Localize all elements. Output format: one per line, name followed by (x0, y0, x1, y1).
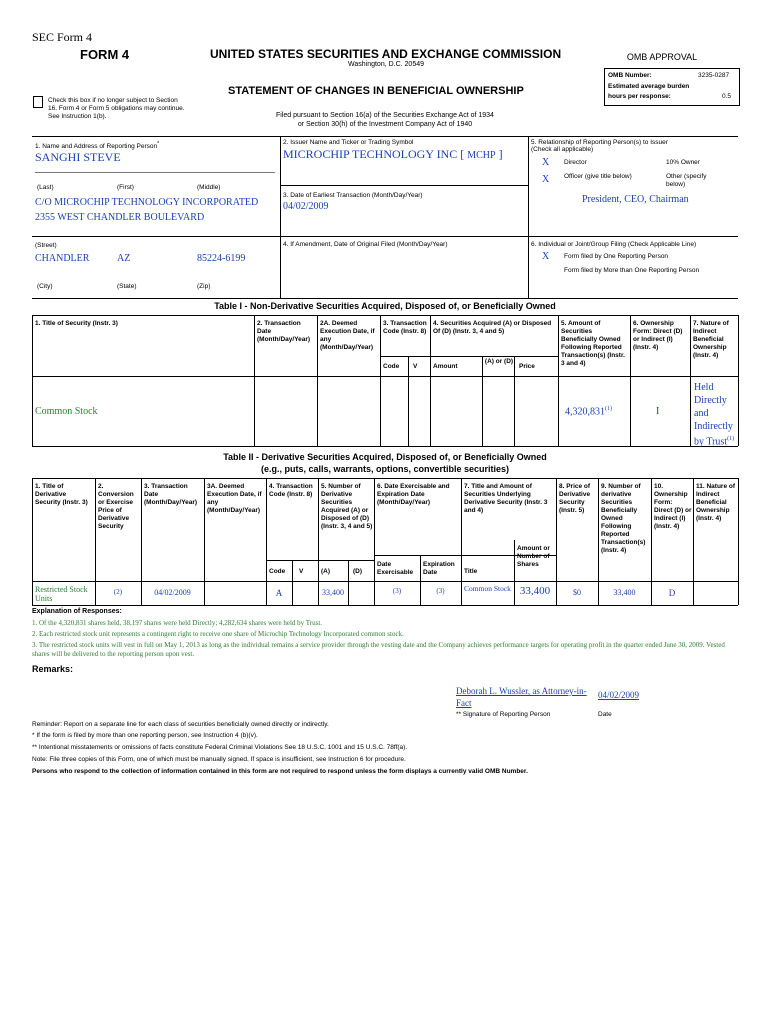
more-reporting-persons-label: Form filed by More than One Reporting Person (564, 267, 700, 274)
t1-h2: 2. Transaction Date (Month/Day/Year) (257, 320, 311, 343)
one-reporting-person-label: Form filed by One Reporting Person (564, 253, 669, 260)
t2-h7: 7. Title and Amount of Securities Underlying Derivative Security (Instr. 3 and 4) (464, 483, 548, 514)
t1-h5: 5. Amount of Securities Beneficially Owned Following Reported Transaction(s) (Instr. 3 and 4) (561, 320, 625, 367)
last-label: (Last) (37, 184, 54, 191)
middle-label: (Middle) (197, 184, 221, 191)
address-line-1: C/O MICROCHIP TECHNOLOGY INCORPORATED (35, 197, 259, 208)
t2-row-title: Common Stock (464, 584, 511, 593)
t2-amount-col: Amount or Number of Shares (517, 545, 550, 568)
box5-label: 5. Relationship of Reporting Person(s) to Issuer (531, 139, 668, 146)
box6-label: 6. Individual or Joint/Group Filing (Check Applicable Line) (531, 241, 697, 248)
t1-row-amount-owned: 4,320,831$^{(1)}$ (565, 406, 612, 418)
form-label: SEC Form 4 (32, 30, 93, 44)
box2-label: 2. Issuer Name and Ticker or Trading Symbol (283, 139, 414, 146)
signature-name: Deborah L. Wussler, as Attorney-in-Fact (456, 686, 587, 708)
box4-label: 4. If Amendment, Date of Original Filed (Month/Day/Year) (283, 241, 448, 248)
t2-h4: 4. Transaction Code (Instr. 8) (269, 483, 313, 498)
t2-row-conv: (2) (113, 588, 123, 596)
omb-hours: 0.5 (722, 93, 732, 100)
t2-h2: 2. Conversion or Exercise Price of Derivative Security (98, 483, 134, 530)
t1-row-nature: Held Directly and Indirectly by Trust$^{(1)}$ (694, 382, 735, 448)
omb-hours-label: hours per response: (608, 93, 671, 100)
footnote-3: 3. The restricted stock units will vest in full on May 1, 2013 as long as the individual remains a service provider through the vesting date and the Company achieves performance targets for operating profit in the quarter ended June 30, 2009. Vested shares will be delivered to the reporting person upon vest. (32, 641, 725, 658)
t1-v: V (413, 363, 418, 370)
officer-checkmark[interactable]: X (542, 174, 550, 185)
zip-value: 85224-6199 (197, 253, 246, 264)
t2-row-date-ex: (3) (392, 587, 402, 595)
footnote-2: 2. Each restricted stock unit represents a contingent right to receive one share of Microchip Technology Incorporated common stock. (32, 630, 404, 638)
note-misstatements: ** Intentional misstatements or omissions of facts constitute Federal Criminal Violations See 18 U.S.C. 1001 and 15 U.S.C. 78ff(a). (32, 744, 408, 751)
street-label: (Street) (35, 242, 57, 249)
t2-h6: 6. Date Exercisable and Expiration Date (Month/Day/Year) (377, 483, 450, 506)
city-label: (City) (37, 283, 53, 290)
t2-row-code: A (275, 588, 283, 598)
t1-price: Price (519, 363, 535, 370)
t2-row-owned: 33,400 (613, 588, 636, 597)
one-person-checkmark[interactable]: X (542, 251, 550, 262)
t1-h4: 4. Securities Acquired (A) or Disposed Of (D) (Instr. 3, 4 and 5) (433, 320, 552, 335)
address-line-2: 2355 WEST CHANDLER BOULEVARD (35, 212, 205, 223)
t2-h5: 5. Number of Derivative Securities Acquired (A) or Disposed of (D) (Instr. 3, 4 and 5) (321, 483, 373, 530)
t2-h9: 9. Number of derivative Securities Beneficially Owned Following Reported Transaction(s) (Instr. 4) (601, 483, 646, 554)
t2-row-form: D (668, 588, 676, 598)
filed-pursuant-2: or Section 30(h) of the Investment Company Act of 1940 (297, 121, 473, 128)
t2-h3: 3. Transaction Date (Month/Day/Year) (144, 483, 198, 506)
t1-h3: 3. Transaction Code (Instr. 8) (383, 320, 427, 335)
city-value: CHANDLER (35, 253, 90, 264)
signature-label: ** Signature of Reporting Person (456, 711, 551, 718)
table2-title: Table II - Derivative Securities Acquired, Disposed of, or Beneficially Owned (223, 452, 547, 462)
note-multiple-filers: * If the form is filed by more than one reporting person, see Instruction 4 (b)(v). (32, 732, 258, 739)
officer-title: President, CEO, Chairman (582, 194, 689, 205)
zip-label: (Zip) (197, 283, 211, 290)
t1-amount: Amount (433, 363, 458, 370)
t2-title-col: Title (464, 568, 478, 575)
t2-h8: 8. Price of Derivative Security (Instr. 5) (559, 483, 591, 514)
t1-aord: (A) or (D) (484, 358, 514, 365)
state-value: AZ (117, 253, 131, 264)
omb-number-label: OMB Number: (608, 72, 652, 79)
issuer-name: MICROCHIP TECHNOLOGY INC [ MCHP ] (283, 147, 503, 161)
signature-date: 04/02/2009 (598, 690, 640, 700)
t1-h1: 1. Title of Security (Instr. 3) (35, 320, 118, 327)
remarks-title: Remarks: (32, 664, 74, 674)
reporting-person-name: SANGHI STEVE (35, 150, 121, 164)
director-label: Director (564, 159, 587, 166)
checkbox-text: Check this box if no longer subject to Section 16. Form 4 or Form 5 obligations may continue. See Instruction 1(b). (48, 97, 185, 120)
t2-row-a: 33,400 (322, 588, 344, 597)
explanation-title: Explanation of Responses: (32, 608, 122, 615)
t2-v: V (299, 568, 304, 575)
t2-row-exp: (3) (436, 587, 445, 595)
filed-pursuant: Filed pursuant to Section 16(a) of the Securities Exchange Act of 1934 (276, 112, 494, 119)
table1-title: Table I - Non-Derivative Securities Acquired, Disposed of, or Beneficially Owned (214, 301, 556, 311)
no-longer-subject-checkbox[interactable] (33, 96, 43, 108)
box1-label: 1. Name and Address of Reporting Person* (35, 141, 160, 151)
t2-a: (A) (321, 568, 331, 575)
earliest-transaction-date: 04/02/2009 (283, 201, 329, 212)
t1-h7: 7. Nature of Indirect Beneficial Ownership (Instr. 4) (693, 320, 729, 359)
omb-number: 3235-0287 (698, 72, 730, 79)
t2-h11: 11. Nature of Indirect Beneficial Ownership (Instr. 4) (696, 483, 736, 522)
omb-approval-title: OMB APPROVAL (626, 52, 698, 62)
omb-burden-label: Estimated average burden (608, 83, 690, 90)
footnote-1: 1. Of the 4,320,831 shares held, 38,197 shares were held Directly; 4,282,634 shares were held by Trust. (32, 619, 323, 627)
state-label: (State) (117, 283, 137, 290)
t2-h3a: 3A. Deemed Execution Date, if any (Month/Day/Year) (207, 483, 262, 514)
t2-date-exercisable: Date Exercisable (377, 561, 414, 576)
t2-row-shares: 33,400 (519, 585, 551, 597)
other-label: Other (specify below) (666, 173, 707, 188)
t2-row-date: 04/02/2009 (154, 588, 191, 597)
commission-title: UNITED STATES SECURITIES AND EXCHANGE COMMISSION (210, 47, 562, 61)
table2-subtitle: (e.g., puts, calls, warrants, options, convertible securities) (260, 464, 510, 474)
form-title: FORM 4 (80, 47, 130, 62)
note-omb: Persons who respond to the collection of information contained in this form are not required to respond unless the form displays a currently valid OMB Number. (32, 768, 528, 775)
box3-label: 3. Date of Earliest Transaction (Month/Day/Year) (283, 192, 423, 199)
t2-h10: 10. Ownership Form: Direct (D) or Indirect (I) (Instr. 4) (654, 483, 692, 530)
t2-d: (D) (353, 568, 363, 575)
director-checkmark[interactable]: X (542, 157, 550, 168)
t1-row-ownership-form: I (656, 406, 660, 417)
t2-expiration-date: Expiration Date (423, 561, 455, 576)
note-reminder: Reminder: Report on a separate line for each class of securities beneficially owned directly or indirectly. (32, 721, 329, 728)
note-copies: Note: File three copies of this Form, one of which must be manually signed. If space is insufficient, see Instruction 6 for procedure. (32, 756, 406, 763)
officer-label: Officer (give title below) (564, 173, 632, 180)
t1-h2a: 2A. Deemed Execution Date, if any (Month/Day/Year) (320, 320, 375, 351)
t1-h6: 6. Ownership Form: Direct (D) or Indirect (I) (Instr. 4) (633, 320, 683, 351)
location: Washington, D.C. 20549 (348, 61, 425, 68)
ten-percent-owner-label: 10% Owner (666, 159, 700, 166)
box5-sublabel: (Check all applicable) (531, 146, 594, 153)
t2-row-security: Restricted Stock Units (35, 585, 88, 603)
t2-code: Code (269, 568, 286, 575)
t2-h1: 1. Title of Derivative Security (Instr. 3) (35, 483, 88, 506)
date-label: Date (598, 711, 612, 718)
t2-row-price: $0 (573, 588, 581, 597)
t1-code: Code (383, 363, 400, 370)
t1-row-security: Common Stock (35, 406, 98, 417)
first-label: (First) (117, 184, 134, 191)
statement-title: STATEMENT OF CHANGES IN BENEFICIAL OWNERSHIP (228, 85, 524, 97)
